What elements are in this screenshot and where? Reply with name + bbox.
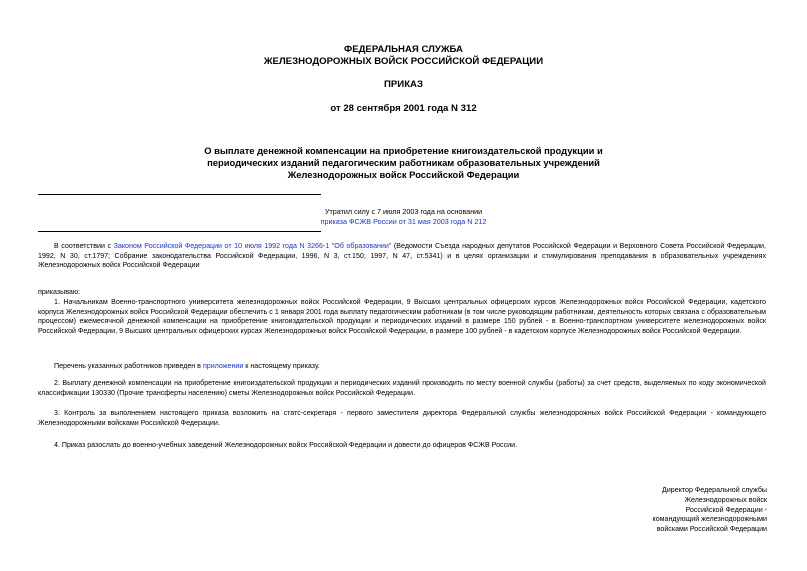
item-3-text: 3. Контроль за выполнением настоящего приказа возложить на статс-секретаря - первого заместителя директора Федеральной службы железнодорожных войск Российской Федерации - командующего Железнодорожными войсками Российской Федерации. — [38, 409, 766, 427]
doc-title-line2: периодических изданий педагогическим работникам образовательных учреждений — [207, 157, 600, 168]
paragraph-item-2 — [38, 379, 766, 398]
org-name-line1: ФЕДЕРАЛЬНАЯ СЛУЖБА — [344, 44, 463, 55]
signature-line1: Директор Федеральной службы — [662, 486, 767, 494]
doc-type: ПРИКАЗ — [384, 79, 423, 90]
doc-date-number: от 28 сентября 2001 года N 312 — [330, 103, 477, 114]
item-2-text: 2. Выплату денежной компенсации на приобретение книгоиздательской продукции и периодических изданий производить по месту военной службы (работы) за счет средств, выделяемых по коду экономической классификации 130330 (Прочие трансферты населению) сметы Железнодорожных войск Российской Федерации. — [38, 379, 766, 397]
doc-title-line1: О выплате денежной компенсации на приобретение книгоиздательской продукции и — [204, 145, 603, 156]
paragraph-annex-ref — [38, 362, 766, 372]
signature-block — [547, 486, 767, 535]
item-1-text: 1. Начальникам Военно-транспортного университета железнодорожных войск Российской Федерации, 9 Высших центральных офицерских курсов Железнодорожных войск Российской Федерации, кадетского корпуса Железнодорожных войск Российской Федерации обеспечить с 1 января 2001 года выплату педагогическим работникам (в том числе руководящим работникам, деятельность которых связана с образовательным процессом) ежемесячной денежной компенсации на приобретение книгоиздательской продукции и периодических изданий в размере 150 рублей - в Военно-транспортном университете железнодорожных войск Российской Федерации, 9 Высших центральных офицерских курсах Железнодорожных войск Российской Федерации, в размере 100 рублей - в кадетском корпусе Железнодорожных войск Российской Федерации. — [38, 298, 766, 335]
annex-text-pre: Перечень указанных работников приведен в — [54, 362, 203, 370]
paragraph-preamble — [38, 242, 766, 271]
signature-line3: Российской Федерации - — [685, 505, 767, 514]
signature-line5: войсками Российской Федерации — [656, 525, 767, 534]
paragraph-item-1 — [38, 298, 766, 336]
signature-line4: командующий железнодорожными — [652, 515, 767, 524]
signature-line2: Железнодорожных войск — [684, 495, 767, 504]
order-word: приказываю: — [38, 288, 81, 296]
top-divider — [38, 194, 321, 195]
preamble-text-pre: В соответствии с — [54, 242, 114, 250]
annex-text-post: к настоящему приказу. — [243, 362, 320, 370]
status-link[interactable]: приказа ФСЖВ России от 31 мая 2003 года N 212 — [320, 217, 487, 226]
preamble-text-post: (Ведомости Съезда народных депутатов Российской Федерации и Верховного Совета Российской Федерации, 1992, N 30, ст.1797; Собрание законодательства Российской Федерации, 1996, N 3, ст.150; 1997, N 47, ст.5341) и в целях организации и стимулирования преподавания в образовательных учреждениях Железнодорожных войск Российской Федерации — [38, 242, 766, 270]
annex-link[interactable]: приложении — [202, 362, 244, 370]
item-4-text: 4. Приказ разослать до военно-учебных заведений Железнодорожных войск Российской Федерации и довести до офицеров ФСЖВ России. — [54, 441, 518, 449]
org-name-line2: ЖЕЛЕЗНОДОРОЖНЫХ ВОЙСК РОССИЙСКОЙ ФЕДЕРАЦИИ — [263, 56, 544, 67]
law-link[interactable]: Законом Российской Федерации от 10 июля 1992 года N 3266-1 "Об образовании" — [113, 242, 392, 250]
doc-title-line3: Железнодорожных войск Российской Федерации — [287, 169, 520, 180]
paragraph-item-4 — [38, 441, 766, 451]
status-line: Утратил силу с 7 июля 2003 года на основании — [324, 207, 483, 216]
paragraph-item-3 — [38, 409, 766, 428]
bottom-divider — [38, 231, 321, 232]
